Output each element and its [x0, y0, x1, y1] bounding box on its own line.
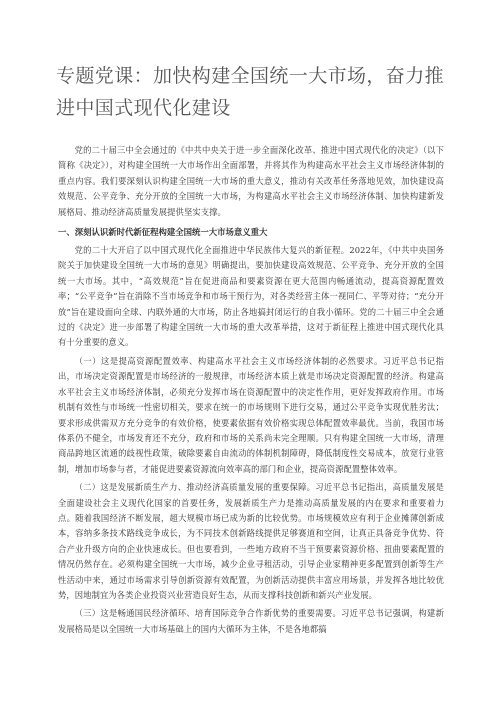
section-heading: 一、深刻认识新时代新征程构建全国统一大市场意义重大 — [58, 227, 268, 238]
page-title: 专题党课：加快构建全国统一大市场，奋力推进中国式现代化建设 — [56, 65, 445, 119]
body-paragraph: （三）这是畅通国民经济循环、培育国际竞争合作新优势的重要需要。习近平总书记强调，构建新发展格局是以全国统一大市场基础上的国内大循环为主体，不是各地都搞 — [58, 608, 444, 634]
intro-paragraph: 党的二十届三中全会通过的《中共中央关于进一步全面深化改革、推进中国式现代化的决定》（以下简称《决定》），对构建全国统一大市场作出全面部署，并将其作为构建高水平社会主义市场经济体制的重点内容。我们要深刻认识构建全国统一大市场的重大意义，推动有关改革任务落地见效，加快建设高效规范、公平竞争、充分开放的全国统一大市场，为构建高水平社会主义市场经济体制、加快构建新发展格局、推动经济高质量发展提供坚实支撑。 — [58, 145, 444, 217]
body-paragraph: （一）这是提高资源配置效率、构建高水平社会主义市场经济体制的必然要求。习近平总书记指出，市场决定资源配置是市场经济的一般规律，市场经济本质上就是市场决定资源配置的经济。构建高水平社会主义市场经济体制，必须充分发挥市场在资源配置中的决定性作用，更好发挥政府作用。市场机制有效性与市场统一性密切相关，要求在统一的市场规则下进行交易，通过公平竞争实现优胜劣汰；要求形成供需双方充分竞争的有效价格，使要素依据有效价格实现总体配置效率最优。当前，我国市场体系仍不健全，市场发育还不充分，政府和市场的关系尚未完全理顺。只有构建全国统一大市场，清理商品跨地区流通的歧视性政策，破除要素自由流动的体制机制障碍，降低制度性交易成本，放宽行业管制，增加市场参与者，才能促进要素资源流向效率高的部门和企业，提高资源配置整体效率。 — [58, 355, 444, 474]
body-paragraph: 党的二十大开启了以中国式现代化全面推进中华民族伟大复兴的新征程。2022年，《中共中央国务院关于加快建设全国统一大市场的意见》明确提出，要加快建设高效规范、公平竞争、充分开放的全国统一大市场。其中，“高效规范”旨在促进商品和要素资源在更大范围内畅通流动，提高资源配置效率；“公平竞争”旨在消除不当市场竞争和市场干预行为，对各类经营主体一视同仁、平等对待；“充分开放”旨在建设面向全球、内联外通的大市场，防止各地搞封闭运行的自我小循环。党的二十届三中全会通过的《决定》进一步部署了构建全国统一大市场的重大改革举措，这对于新征程上推进中国式现代化具有十分重要的意义。 — [58, 245, 444, 348]
body-paragraph: （二）这是发展新质生产力、推动经济高质量发展的重要保障。习近平总书记指出，高质量发展是全面建设社会主义现代化国家的首要任务，发展新质生产力是推动高质量发展的内在要求和重要着力点。随着我国经济不断发展，超大规模市场已成为新的比较优势。市场规模效应有利于企业摊薄创新成本，容纳多条技术路线竞争成长，为不同技术创新路线提供足够赛道和空间，让真正具备竞争优势、符合产业升级方向的企业快速成长。但也要看到，一些地方政府不当干预要素资源价格、扭曲要素配置的情况仍然存在。必须构建全国统一大市场，减少企业寻租活动，引导企业家精神更多配置到创新等生产性活动中来，通过市场需求引导创新资源有效配置，为创新活动提供丰富应用场景，并发挥各地比较优势，因地制宜为各类企业投资兴业营造良好生态，从而支撑科技创新和新兴产业发展。 — [58, 482, 444, 600]
